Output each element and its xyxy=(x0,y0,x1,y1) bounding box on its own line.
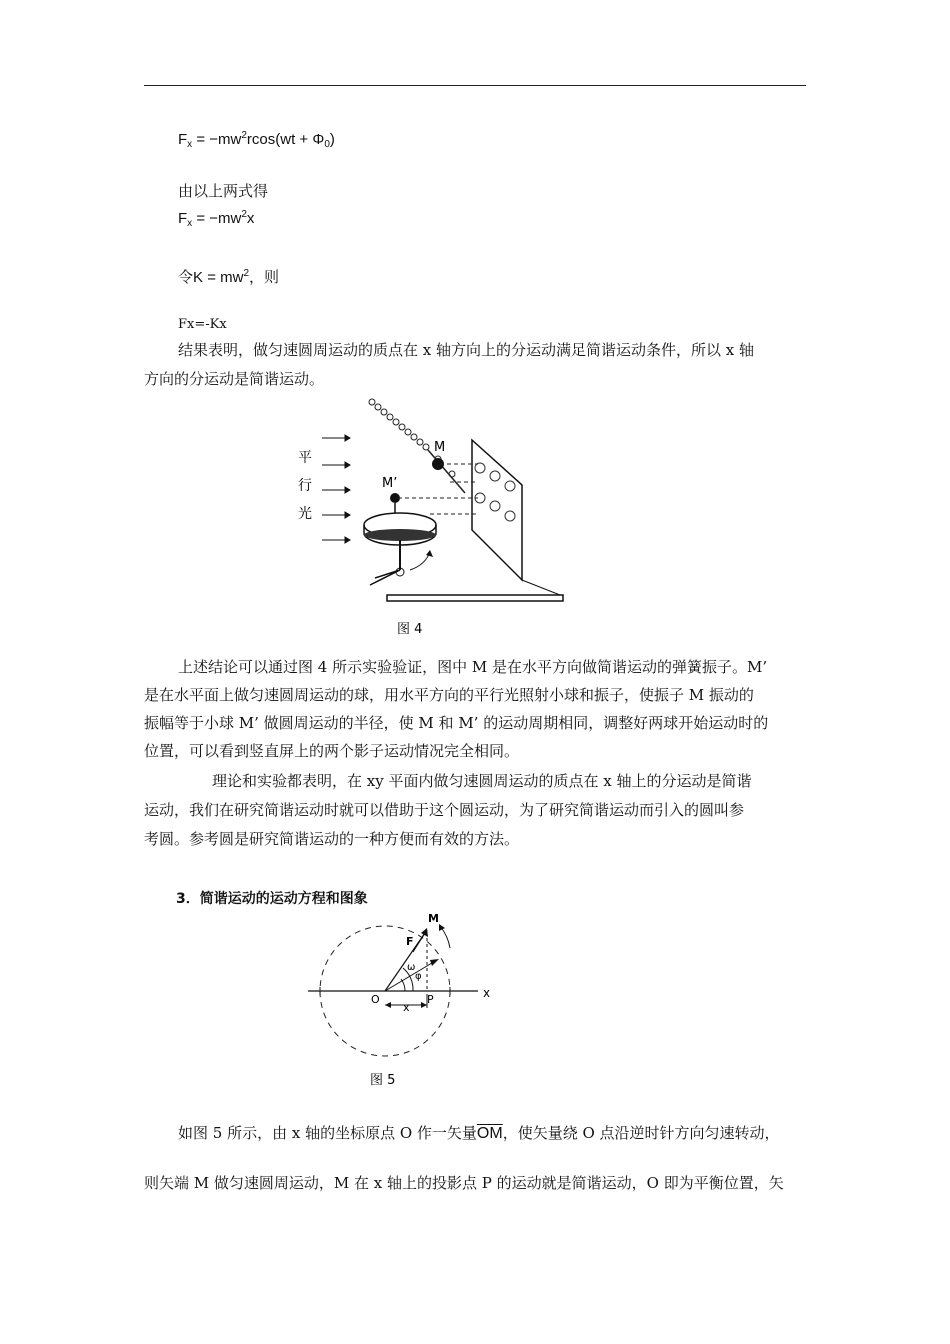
para4-line1: 如图 5 所示，由 x 轴的坐标原点 O 作一矢量$\overline{OM}$，使矢量绕 O 点沿逆时针方向匀速转动， xyxy=(178,1124,780,1142)
label-p: P xyxy=(427,993,434,1006)
para1-line2: 方向的分运动是简谐运动。 xyxy=(144,370,325,388)
label-f: F xyxy=(406,935,414,948)
formula-let-k: 令$K = mw^2$，则 xyxy=(178,268,280,286)
label-omega: ω xyxy=(407,962,416,973)
para4-line2: 则矢端 M 做匀速圆周运动，M 在 x 轴上的投影点 P 的运动就是简谐运动，O 即为平衡位置，矢 xyxy=(144,1174,784,1192)
figure-5 xyxy=(300,908,510,1093)
para3-line3: 考圆。参考圆是研究简谐运动的一种方便而有效的方法。 xyxy=(144,830,520,848)
figure-4-caption: 图 4 xyxy=(397,622,423,637)
para2-line1: 上述结论可以通过图 4 所示实验验证，图中 M 是在水平方向做简谐运动的弹簧振子。M’ xyxy=(178,658,768,676)
section-3-heading: 3．简谐运动的运动方程和图象 xyxy=(176,891,368,907)
vector-om-text: $\overline{OM}$ xyxy=(476,1125,503,1142)
header-rule xyxy=(144,85,806,86)
light-char-2: 行 xyxy=(298,478,312,494)
label-m: M xyxy=(434,440,446,455)
parallel-light-arrows xyxy=(322,435,350,543)
light-char-3: 光 xyxy=(298,506,312,522)
base-plate xyxy=(387,595,563,601)
para2-line4: 位置，可以看到竖直屏上的两个影子运动情况完全相同。 xyxy=(144,742,520,760)
label-m: M xyxy=(428,912,439,925)
light-char-1: 平 xyxy=(298,450,312,466)
label-phi: φ xyxy=(415,971,422,982)
label-mprime: M’ xyxy=(382,476,398,491)
formula-fx-kx: Fx=-Kx xyxy=(178,317,227,332)
para2-line2: 是在水平面上做匀速圆周运动的球，用水平方向的平行光照射小球和振子，使振子 M 振动的 xyxy=(144,686,754,704)
figure-5-caption: 图 5 xyxy=(370,1073,396,1088)
formula-fx-x: $F_x = -mw^2x$ xyxy=(178,209,255,229)
vertical-screen xyxy=(472,440,522,580)
formula-fx-cos: $F_x = -mw^2rcos(wt + \Phi_0)$ xyxy=(178,130,335,150)
para3-line1: 理论和实验都表明，在 xy 平面内做匀速圆周运动的质点在 x 轴上的分运动是简谐 xyxy=(212,772,752,790)
para1-line1: 结果表明，做匀速圆周运动的质点在 x 轴方向上的分运动满足简谐运动条件，所以 x 轴 xyxy=(178,341,754,359)
label-x-dim: x xyxy=(403,1001,410,1014)
figure-4 xyxy=(290,390,580,645)
label-o: O xyxy=(371,993,380,1006)
para2-line3: 振幅等于小球 M’ 做圆周运动的半径，使 M 和 M’ 的运动周期相同，调整好两球开始运动时的 xyxy=(144,714,769,732)
label-x-axis: x xyxy=(483,986,491,1000)
para3-line2: 运动，我们在研究简谐运动时就可以借助于这个圆运动，为了研究简谐运动而引入的圆叫参 xyxy=(144,801,745,819)
text-from-above: 由以上两式得 xyxy=(178,182,269,200)
